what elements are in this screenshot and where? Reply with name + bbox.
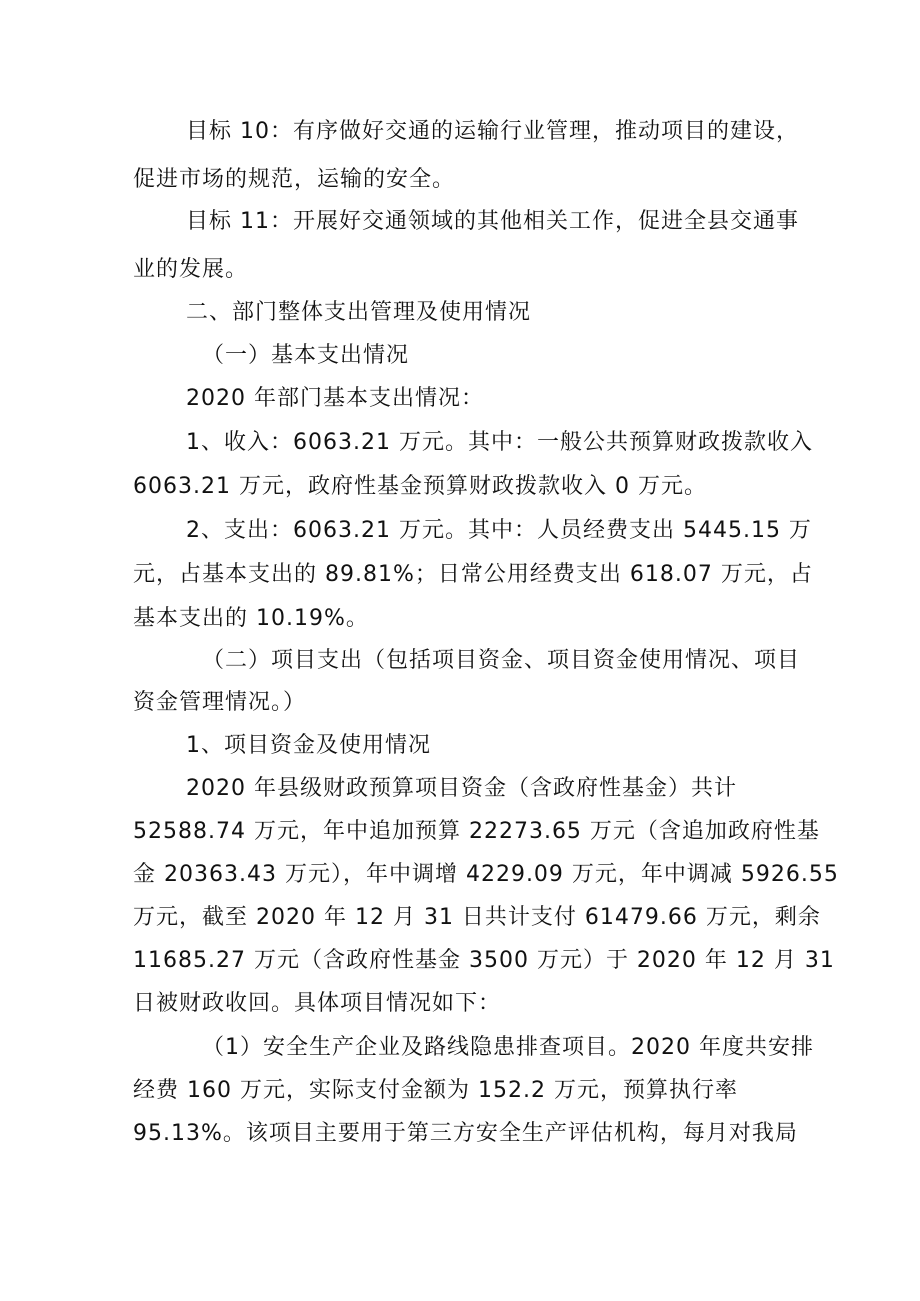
- text-line: 业的发展。: [133, 257, 249, 282]
- text-line: 金 20363.43 万元），年中调增 4229.09 万元，年中调减 5926.55: [133, 862, 839, 887]
- text-line: 基本支出的 10.19%。: [133, 606, 369, 631]
- section-heading: 二、部门整体支出管理及使用情况: [186, 300, 532, 325]
- text-line: 2020 年县级财政预算项目资金（含政府性基金）共计: [186, 776, 737, 801]
- text-line: 52588.74 万元，年中追加预算 22273.65 万元（含追加政府性基: [133, 819, 820, 844]
- text-line: 95.13%。该项目主要用于第三方安全生产评估机构，每月对我局: [133, 1121, 798, 1146]
- text-line: 1、收入：6063.21 万元。其中：一般公共预算财政拨款收入: [186, 430, 813, 455]
- text-line: 6063.21 万元，政府性基金预算财政拨款收入 0 万元。: [133, 474, 707, 499]
- text-line: 2020 年部门基本支出情况：: [186, 386, 484, 411]
- text-line: 目标 10：有序做好交通的运输行业管理，推动项目的建设，: [186, 119, 799, 144]
- text-line: （1）安全生产企业及路线隐患排查项目。2020 年度共安排: [202, 1035, 814, 1060]
- subsection-heading: 1、项目资金及使用情况: [186, 733, 431, 758]
- text-line: 日被财政收回。具体项目情况如下：: [133, 991, 502, 1016]
- text-line: 2、支出：6063.21 万元。其中：人员经费支出 5445.15 万: [186, 518, 812, 543]
- subsection-heading: （二）项目支出（包括项目资金、项目资金使用情况、项目: [202, 648, 801, 673]
- text-line: 资金管理情况。）: [133, 690, 307, 715]
- text-line: 元，占基本支出的 89.81%；日常公用经费支出 618.07 万元，占: [133, 562, 813, 587]
- subsection-heading: （一）基本支出情况: [202, 343, 410, 368]
- text-line: 11685.27 万元（含政府性基金 3500 万元）于 2020 年 12 月 31: [133, 948, 835, 973]
- text-line: 经费 160 万元，实际支付金额为 152.2 万元，预算执行率: [133, 1078, 738, 1103]
- text-line: 目标 11：开展好交通领域的其他相关工作，促进全县交通事: [186, 209, 799, 234]
- text-line: 促进市场的规范，运输的安全。: [133, 167, 456, 192]
- text-line: 万元，截至 2020 年 12 月 31 日共计支付 61479.66 万元，剩余: [133, 905, 821, 930]
